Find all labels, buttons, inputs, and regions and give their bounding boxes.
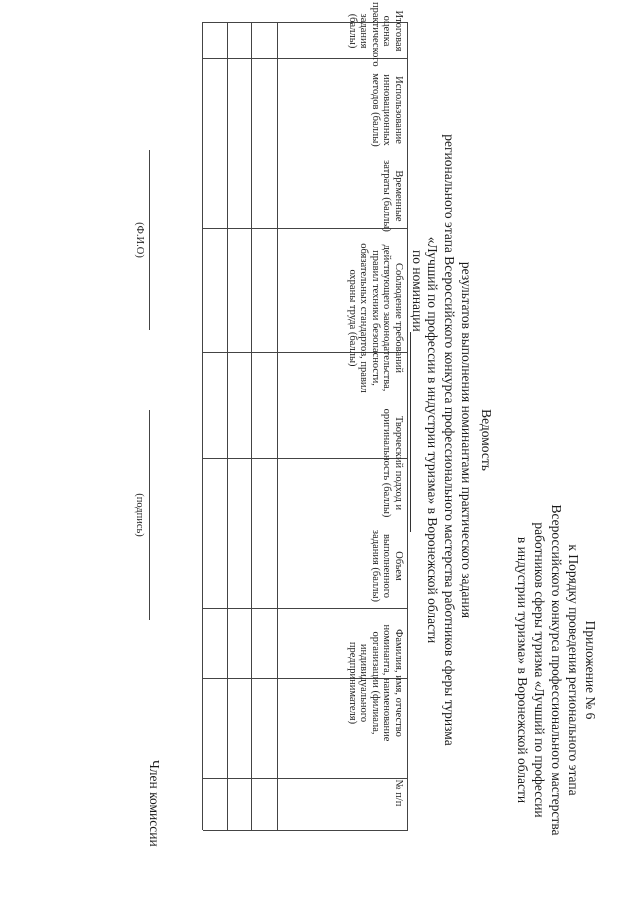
appendix-number: Приложение № 6: [583, 620, 598, 720]
table-header-cell: Временные затраты (баллы): [381, 160, 404, 232]
appendix-line: к Порядку проведения регионального этапа: [566, 544, 581, 796]
table-col-border: [203, 228, 408, 229]
title-line: «Лучший по профессии в индустрии туризма» в Воронежской области: [425, 236, 440, 644]
table-border-top: [407, 22, 408, 830]
appendix-line: Всероссийского конкурса профессионального мастерства: [549, 504, 564, 836]
table-row-divider: [251, 22, 252, 830]
table-header-cell: Объем выполненного задания (баллы): [370, 529, 404, 603]
title-line: регионального этапа Всероссийского конкурса профессионального мастерства работников сферы туризма: [442, 134, 457, 746]
nomination-label: по номинации: [410, 250, 425, 332]
signature-line[interactable]: [149, 410, 150, 620]
commission-member-label: Член комиссии: [147, 760, 162, 847]
signature-caption: (подпись): [134, 493, 145, 537]
table-row-divider: [202, 22, 203, 830]
table-col-border: [203, 458, 408, 459]
nomination-row: [409, 250, 425, 670]
document-heading: Ведомость: [479, 409, 494, 471]
title-line: результатов выполнения номинантами практического задания: [459, 261, 474, 619]
table-col-border: [203, 778, 408, 779]
appendix-line: в индустрии туризма» в Воронежской области: [515, 536, 530, 804]
table-col-border: [203, 830, 408, 831]
table-header-cell: Фамилия, имя, отчество номинанта, наименование организации (филиала, индивидуального предпринимателя): [347, 624, 404, 742]
table-header-cell: Использование инновационных методов (баллы): [370, 73, 404, 147]
table-header-cell: Творческий подход и оригинальность (баллы): [381, 408, 404, 518]
appendix-header: [510, 20, 640, 880]
table-header-cell: Соблюдение требований действующего законодательства, правил техники безопасности, обязательных стандартов, правил охраны труда (баллы): [347, 243, 404, 393]
name-caption: (Ф.И.О): [134, 222, 145, 258]
table-header-divider: [277, 22, 278, 830]
name-line[interactable]: [149, 150, 150, 330]
table-header-cell: Итоговая оценка практического задания (баллы): [347, 2, 404, 67]
appendix-line: работников сферы туризма «Лучший по профессии: [532, 522, 547, 818]
nomination-field[interactable]: [410, 332, 423, 532]
table-header-cell: № п/п: [393, 779, 404, 807]
table-border-bottom: [227, 22, 228, 830]
